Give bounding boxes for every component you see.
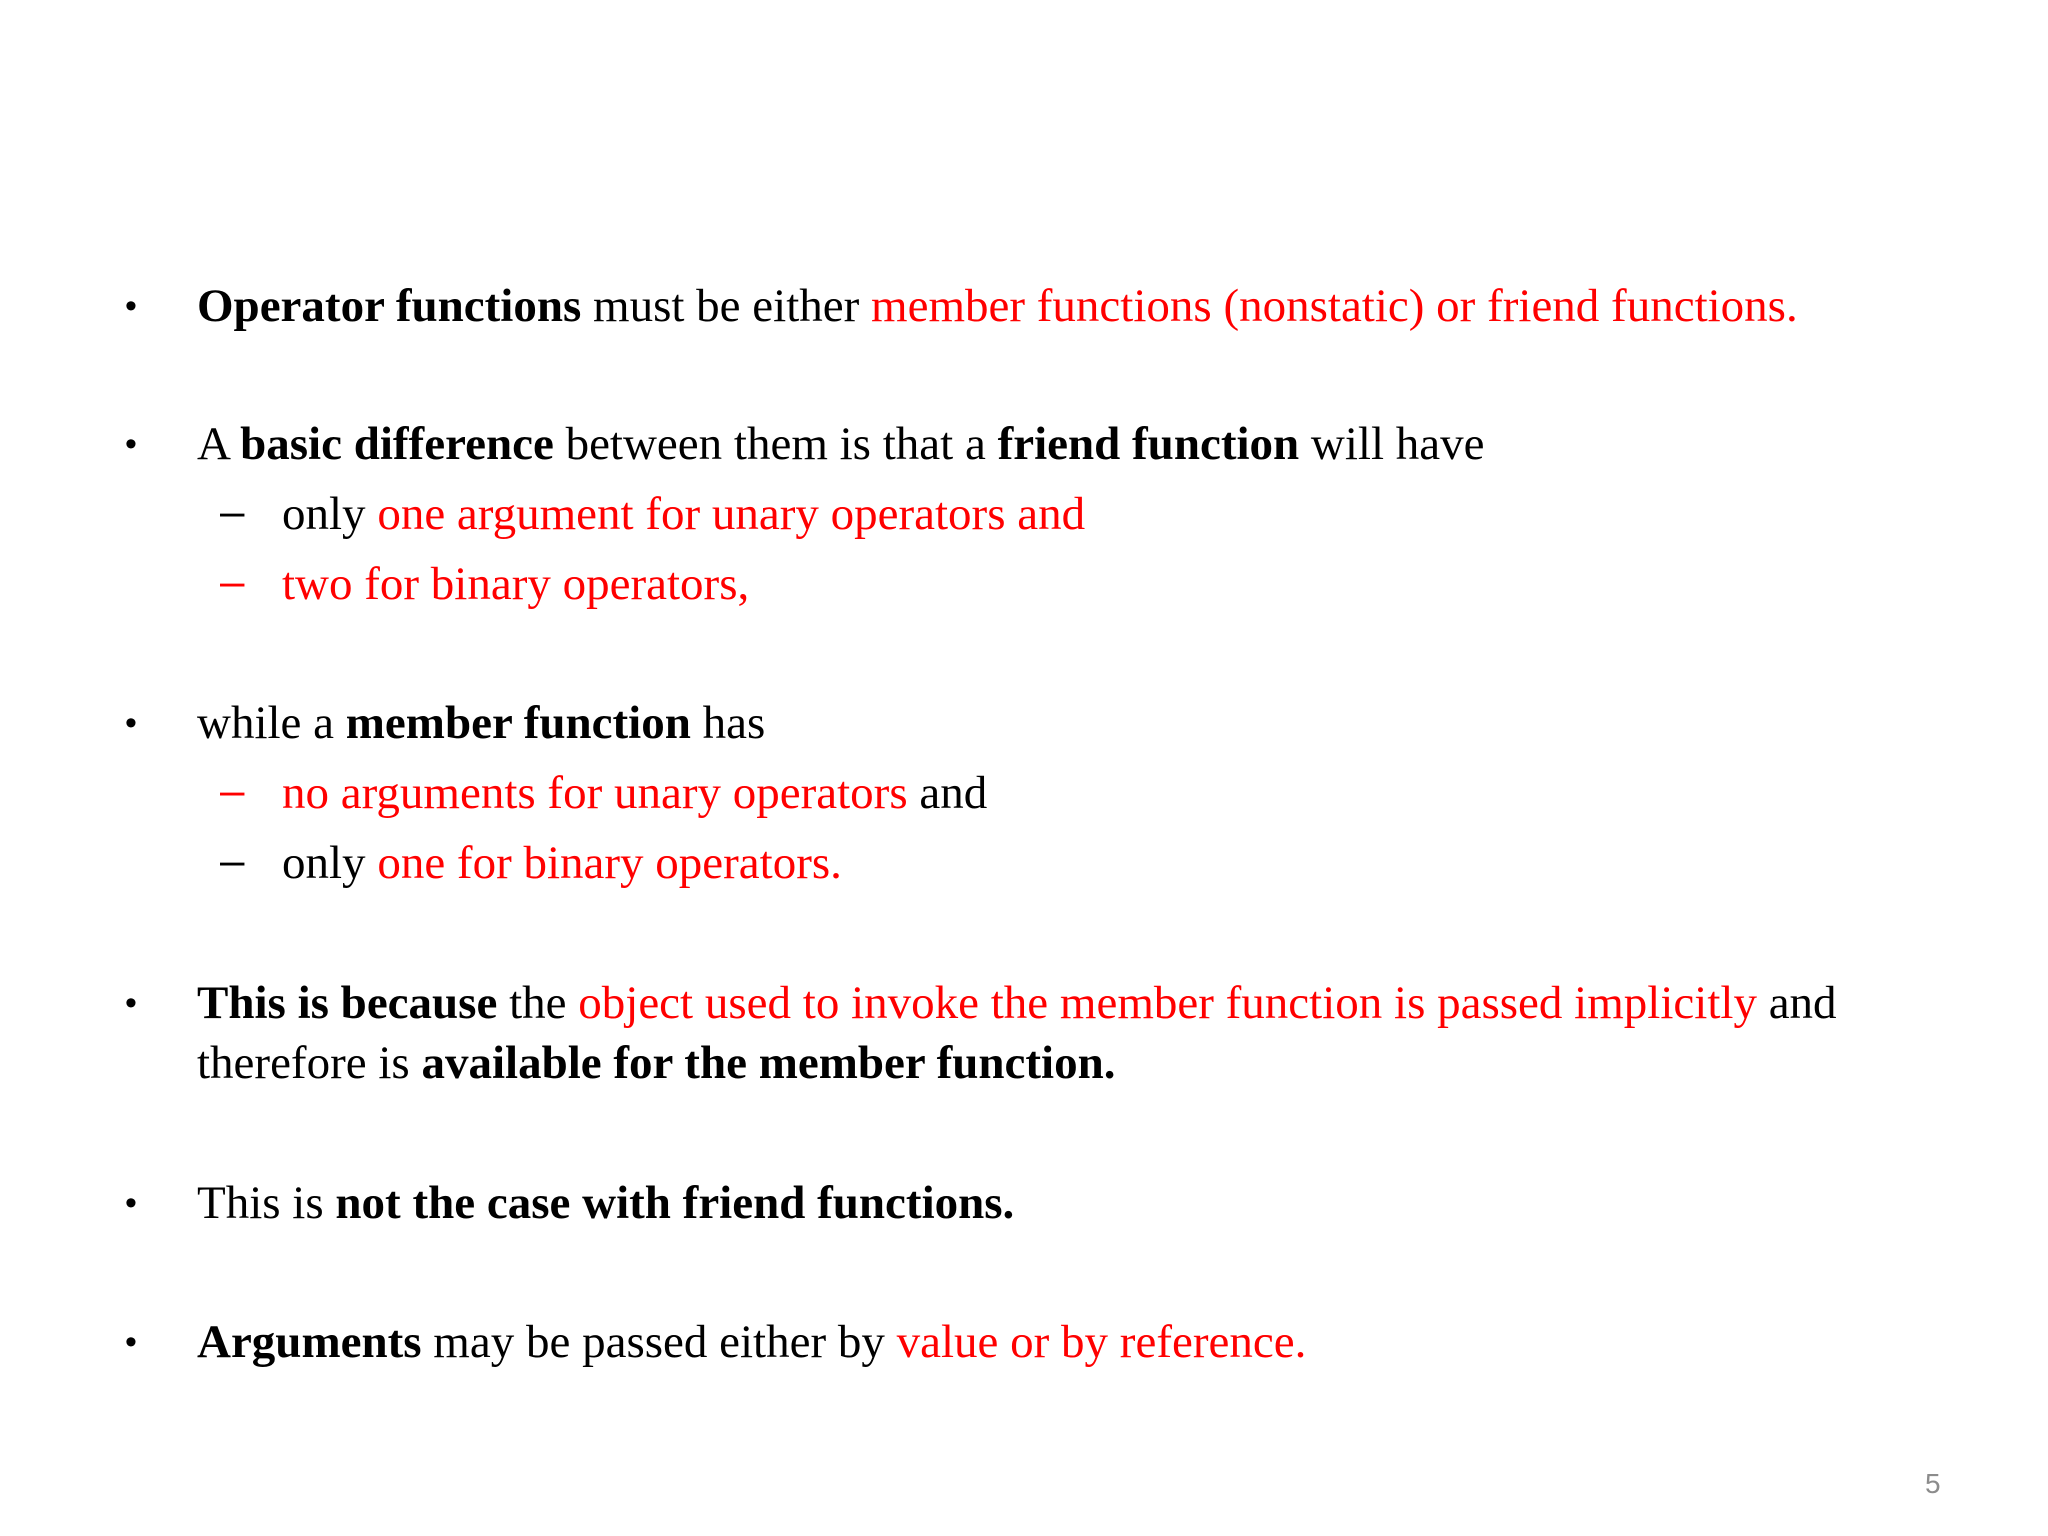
bullet-basic-difference	[125, 414, 1957, 474]
highlight-text: one for binary operators.	[377, 837, 842, 889]
plain-text: only	[282, 488, 378, 540]
bullet-not-the-case	[125, 1173, 1957, 1233]
dash-icon: –	[220, 836, 245, 885]
highlight-text: no arguments for unary operators	[282, 767, 908, 819]
bullet-operator-functions	[125, 276, 1957, 336]
bold-text: member function	[345, 697, 691, 749]
highlight-text: member functions (nonstatic) or friend functions.	[871, 280, 1798, 332]
bullet-icon: •	[125, 984, 137, 1022]
plain-text: only	[282, 837, 378, 889]
bullet-this-is-because	[125, 973, 1937, 1093]
bullet-icon: •	[125, 425, 137, 463]
sub-bullet-binary-friend	[220, 554, 750, 614]
plain-text: while a	[197, 697, 346, 749]
page-number: 5	[1925, 1468, 1941, 1499]
bullet-icon: •	[125, 287, 137, 325]
bold-text: friend function	[997, 418, 1300, 470]
bold-text: not the case with friend functions.	[335, 1177, 1015, 1229]
plain-text: This is	[197, 1177, 336, 1229]
sub-bullet-unary-friend	[220, 484, 1086, 544]
bold-text: Operator functions	[197, 280, 582, 332]
dash-icon: –	[220, 766, 245, 815]
bullet-icon: •	[125, 704, 137, 742]
plain-text: and	[907, 767, 988, 819]
dash-icon: –	[220, 487, 245, 536]
highlight-text: value or by reference.	[896, 1316, 1307, 1368]
plain-text: the	[497, 977, 579, 1029]
plain-text: may be passed either by	[421, 1316, 897, 1368]
bold-text: available for the member function.	[421, 1037, 1116, 1089]
plain-text: must be either	[581, 280, 872, 332]
highlight-text: one argument for unary operators and	[377, 488, 1086, 540]
bold-text: Arguments	[197, 1316, 422, 1368]
sub-bullet-binary-member	[220, 833, 842, 893]
bullet-icon: •	[125, 1184, 137, 1222]
bullet-icon: •	[125, 1323, 137, 1361]
plain-text: between them is that a	[553, 418, 998, 470]
highlight-text: two for binary operators,	[282, 558, 750, 610]
plain-text: A	[197, 418, 241, 470]
sub-bullet-unary-member	[220, 763, 988, 823]
plain-text: and therefore is	[197, 977, 1837, 1089]
bold-text: This is because	[197, 977, 498, 1029]
bullet-arguments	[125, 1312, 1957, 1372]
plain-text: will have	[1299, 418, 1485, 470]
bullet-member-function	[125, 693, 1957, 753]
plain-text: has	[690, 697, 766, 749]
dash-icon: –	[220, 557, 245, 606]
highlight-text: object used to invoke the member function is passed implicitly	[578, 977, 1757, 1029]
bold-text: basic difference	[240, 418, 554, 470]
